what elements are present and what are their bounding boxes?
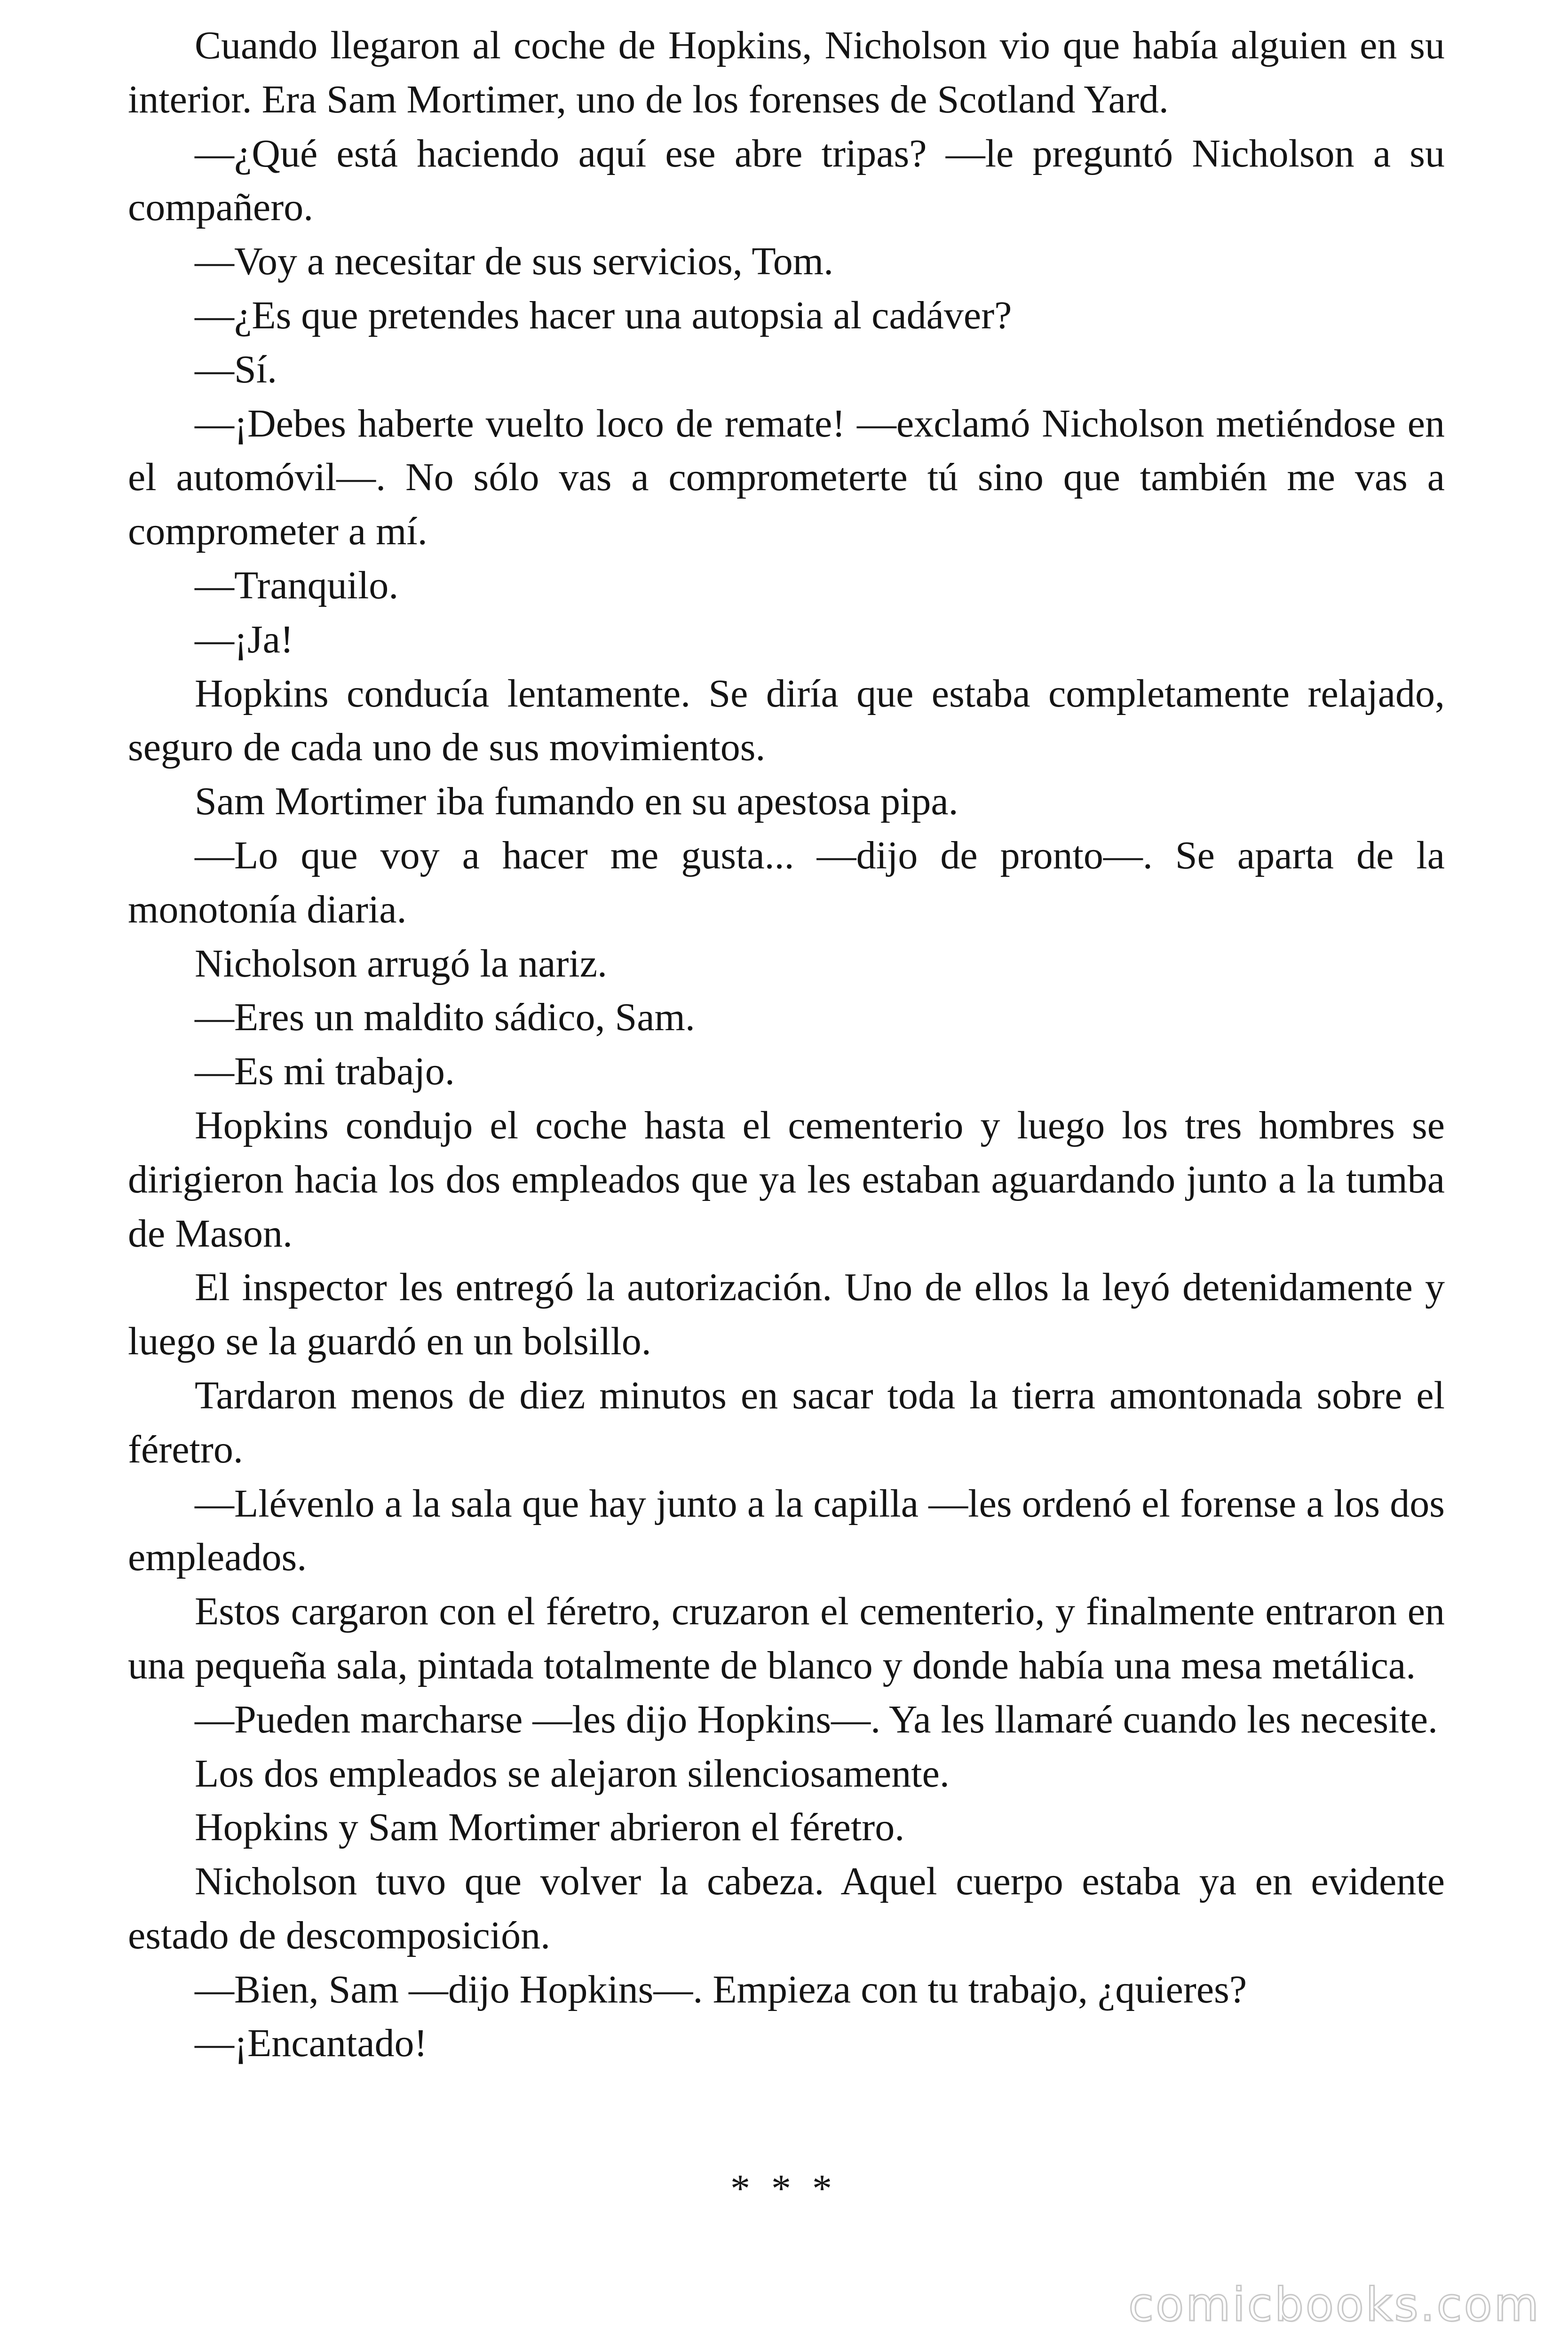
paragraph: —Llévenlo a la sala que hay junto a la capilla —les ordenó el forense a los dos empleados. <box>128 1481 1445 1580</box>
paragraph: —Tranquilo. <box>195 563 399 607</box>
paragraph: Cuando llegaron al coche de Hopkins, Nicholson vio que había alguien en su interior. Era Sam Mortimer, uno de los forenses de Scotland Yard. <box>128 24 1445 121</box>
paragraph: Hopkins y Sam Mortimer abrieron el féretro. <box>195 1805 905 1850</box>
paragraph: Estos cargaron con el féretro, cruzaron el cementerio, y finalmente entraron en una pequeña sala, pintada totalmente de blanco y donde había una mesa metálica. <box>128 1589 1445 1687</box>
paragraph: —Eres un maldito sádico, Sam. <box>195 995 695 1040</box>
paragraph: —¿Qué está haciendo aquí ese abre tripas? —le preguntó Nicholson a su compañero. <box>128 131 1445 230</box>
paragraph: —Voy a necesitar de sus servicios, Tom. <box>195 239 834 284</box>
paragraph: Los dos empleados se alejaron silenciosamente. <box>195 1751 950 1796</box>
paragraph: —Bien, Sam —dijo Hopkins—. Empieza con tu trabajo, ¿quieres? <box>195 1967 1247 2011</box>
paragraph: El inspector les entregó la autorización. Uno de ellos la leyó detenidamente y luego se la guardó en un bolsillo. <box>128 1265 1445 1364</box>
paragraph: —Lo que voy a hacer me gusta... —dijo de pronto—. Se aparta de la monotonía diaria. <box>128 833 1445 931</box>
paragraph: —¿Es que pretendes hacer una autopsia al cadáver? <box>195 293 1012 337</box>
page-text <box>128 19 1445 2071</box>
paragraph: Nicholson arrugó la nariz. <box>195 941 608 985</box>
paragraph: —Pueden marcharse —les dijo Hopkins—. Ya les llamaré cuando les necesite. <box>195 1697 1438 1741</box>
paragraph: —Es mi trabajo. <box>195 1049 455 1094</box>
paragraph: Sam Mortimer iba fumando en su apestosa pipa. <box>195 779 958 824</box>
watermark-logo: comicbooks.com <box>1128 2278 1541 2332</box>
scene-separator: * * * <box>730 2167 838 2210</box>
paragraph: —Sí. <box>195 347 277 391</box>
paragraph: Tardaron menos de diez minutos en sacar toda la tierra amontonada sobre el féretro. <box>128 1373 1445 1471</box>
paragraph: —¡Debes haberte vuelto loco de remate! —exclamó Nicholson metiéndose en el automóvil—. No sólo vas a comprometerte tú sino que también me vas a comprometer a mí. <box>128 401 1445 554</box>
paragraph: Nicholson tuvo que volver la cabeza. Aquel cuerpo estaba ya en evidente estado de descomposición. <box>128 1859 1445 1957</box>
paragraph: —¡Ja! <box>195 617 293 661</box>
paragraph: Hopkins conducía lentamente. Se diría que estaba completamente relajado, seguro de cada uno de sus movimientos. <box>128 671 1445 770</box>
paragraph: —¡Encantado! <box>195 2021 428 2066</box>
paragraph: Hopkins condujo el coche hasta el cementerio y luego los tres hombres se dirigieron hacia los dos empleados que ya les estaban aguardando junto a la tumba de Mason. <box>128 1103 1445 1255</box>
